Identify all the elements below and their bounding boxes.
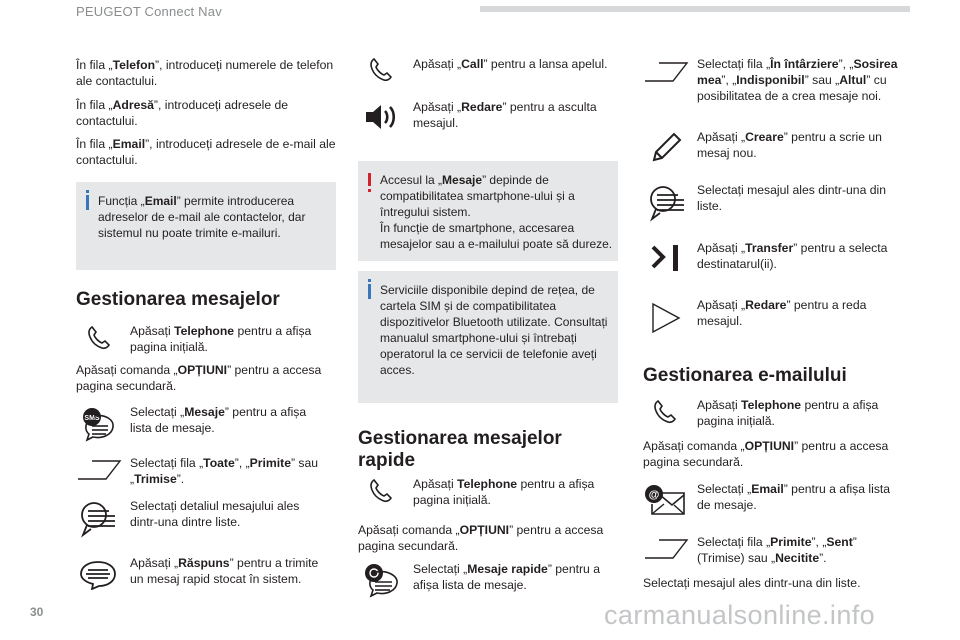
mesaje-warning-text: Accesul la „Mesaje” depinde de compatibilitatea smartphone-ului și a întregului sistem. În funcție de smartphone, accesarea mesajelor sau a e-mailului poate să dureze. [380, 173, 613, 251]
info-icon [86, 195, 89, 210]
sms-label: SMS [84, 415, 100, 422]
col3-step-transfer: Apăsați „Transfer” pentru a selecta destinatarul(ii). [697, 241, 888, 271]
tab-icon [643, 61, 689, 83]
col1-adresa-paragraph: În fila „Adresă”, introduceți adresele de contactului. [76, 98, 289, 128]
tab-icon [76, 459, 122, 481]
email-info-note [76, 182, 336, 270]
col1-step-mesaje: Selectați „Mesaje” pentru a afișa lista de mesaje. [130, 405, 307, 435]
col3-step-email-tabs: Selectați fila „Primite”, „Sent” (Trimise) sau „Necitite”. [697, 535, 857, 565]
col3-step-creare: Apăsați „Creare” pentru a scrie un mesaj nou. [697, 130, 882, 160]
col1-step-raspuns: Apăsați „Răspuns” pentru a trimite un mesaj rapid stocat în sistem. [130, 556, 319, 586]
message-detail-icon [79, 501, 119, 539]
col2-step-optiuni: Apăsați comanda „OPȚIUNI” pentru a accesa pagina secundară. [358, 523, 604, 553]
col3-step-redare: Apăsați „Redare” pentru a reda mesajul. [697, 298, 867, 328]
col1-telefon-paragraph: În fila „Telefon”, introduceți numerele de telefon ale contactului. [76, 58, 334, 88]
speaker-icon [364, 103, 400, 131]
email-label: @ [648, 489, 660, 501]
col3-step-select-email: Selectați mesajul ales dintr-una din liste. [643, 576, 861, 590]
col2-step-telephone: Apăsați Telephone pentru a afișa pagina inițială. [413, 477, 595, 507]
mesaje-warning-note [358, 161, 618, 261]
col3-step-telephone: Apăsați Telephone pentru a afișa pagina inițială. [697, 398, 879, 428]
email-icon [644, 484, 686, 516]
transfer-icon [651, 243, 681, 273]
col1-step-tabs: Selectați fila „Toate”, „Primite” sau „Trimise”. [130, 456, 319, 486]
col2-step-redare: Apăsați „Redare” pentru a asculta mesajul. [413, 100, 597, 130]
col1-step-telephone: Apăsați Telephone pentru a afișa pagina inițială. [130, 324, 312, 354]
header-title: PEUGEOT Connect Nav [76, 4, 222, 19]
quick-message-icon [362, 562, 402, 598]
play-icon [651, 302, 681, 334]
phone-icon [652, 399, 678, 425]
header-bar [480, 6, 910, 12]
col2-step-mesaje-rapide: Selectați „Mesaje rapide” pentru a afișa lista de mesaje. [413, 562, 600, 592]
info-icon [368, 284, 371, 299]
heading-gestionarea-emailului: Gestionarea e-mailului [643, 365, 847, 386]
services-info-note [358, 271, 618, 403]
watermark: carmanualsonline.info [604, 600, 876, 630]
phone-icon [368, 478, 394, 504]
col3-step-email: Selectați „Email” pentru a afișa lista de mesaje. [697, 482, 891, 512]
warning-icon [368, 173, 371, 186]
reply-icon [78, 560, 118, 590]
col3-step-tabs: Selectați fila „În întârziere”, „Sosirea mea”, „Indisponibil” sau „Altul” cu posibilitatea de a crea mesaje noi. [697, 57, 898, 103]
col1-email-paragraph: În fila „Email”, introduceți adresele de e-mail ale contactului. [76, 137, 336, 167]
call-icon [368, 57, 394, 83]
page-number: 30 [30, 605, 44, 619]
phone-icon [86, 325, 112, 351]
col1-step-detail: Selectați detaliul mesajului ales dintr-una dintre liste. [130, 499, 300, 529]
tab-icon [643, 538, 689, 560]
sms-icon [80, 406, 116, 442]
email-info-text: Funcția „Email” permite introducerea adreselor de e-mail ale contactelor, dar sistemul nu poate trimite e-mailuri. [98, 194, 306, 240]
heading-gestionarea-mesajelor: Gestionarea mesajelor [76, 289, 280, 310]
heading-mesaje-rapide: Gestionarea mesajelor rapide [358, 428, 562, 471]
message-detail-icon [648, 185, 688, 223]
col3-step-optiuni: Apăsați comanda „OPȚIUNI” pentru a accesa pagina secundară. [643, 439, 889, 469]
col3-step-select: Selectați mesajul ales dintr-una din liste. [697, 183, 887, 213]
services-info-text: Serviciile disponibile depind de rețea, de cartela SIM și de compatibilitatea dispozitivelor Bluetooth utilizate. Consultați manualul smartphone-ului și întrebați operatorul la ce servicii de telefonie aveți acces. [380, 283, 608, 377]
pen-icon [648, 130, 684, 166]
col1-step-optiuni: Apăsați comanda „OPȚIUNI” pentru a accesa pagina secundară. [76, 363, 322, 393]
col2-step-call: Apăsați „Call” pentru a lansa apelul. [413, 57, 608, 71]
